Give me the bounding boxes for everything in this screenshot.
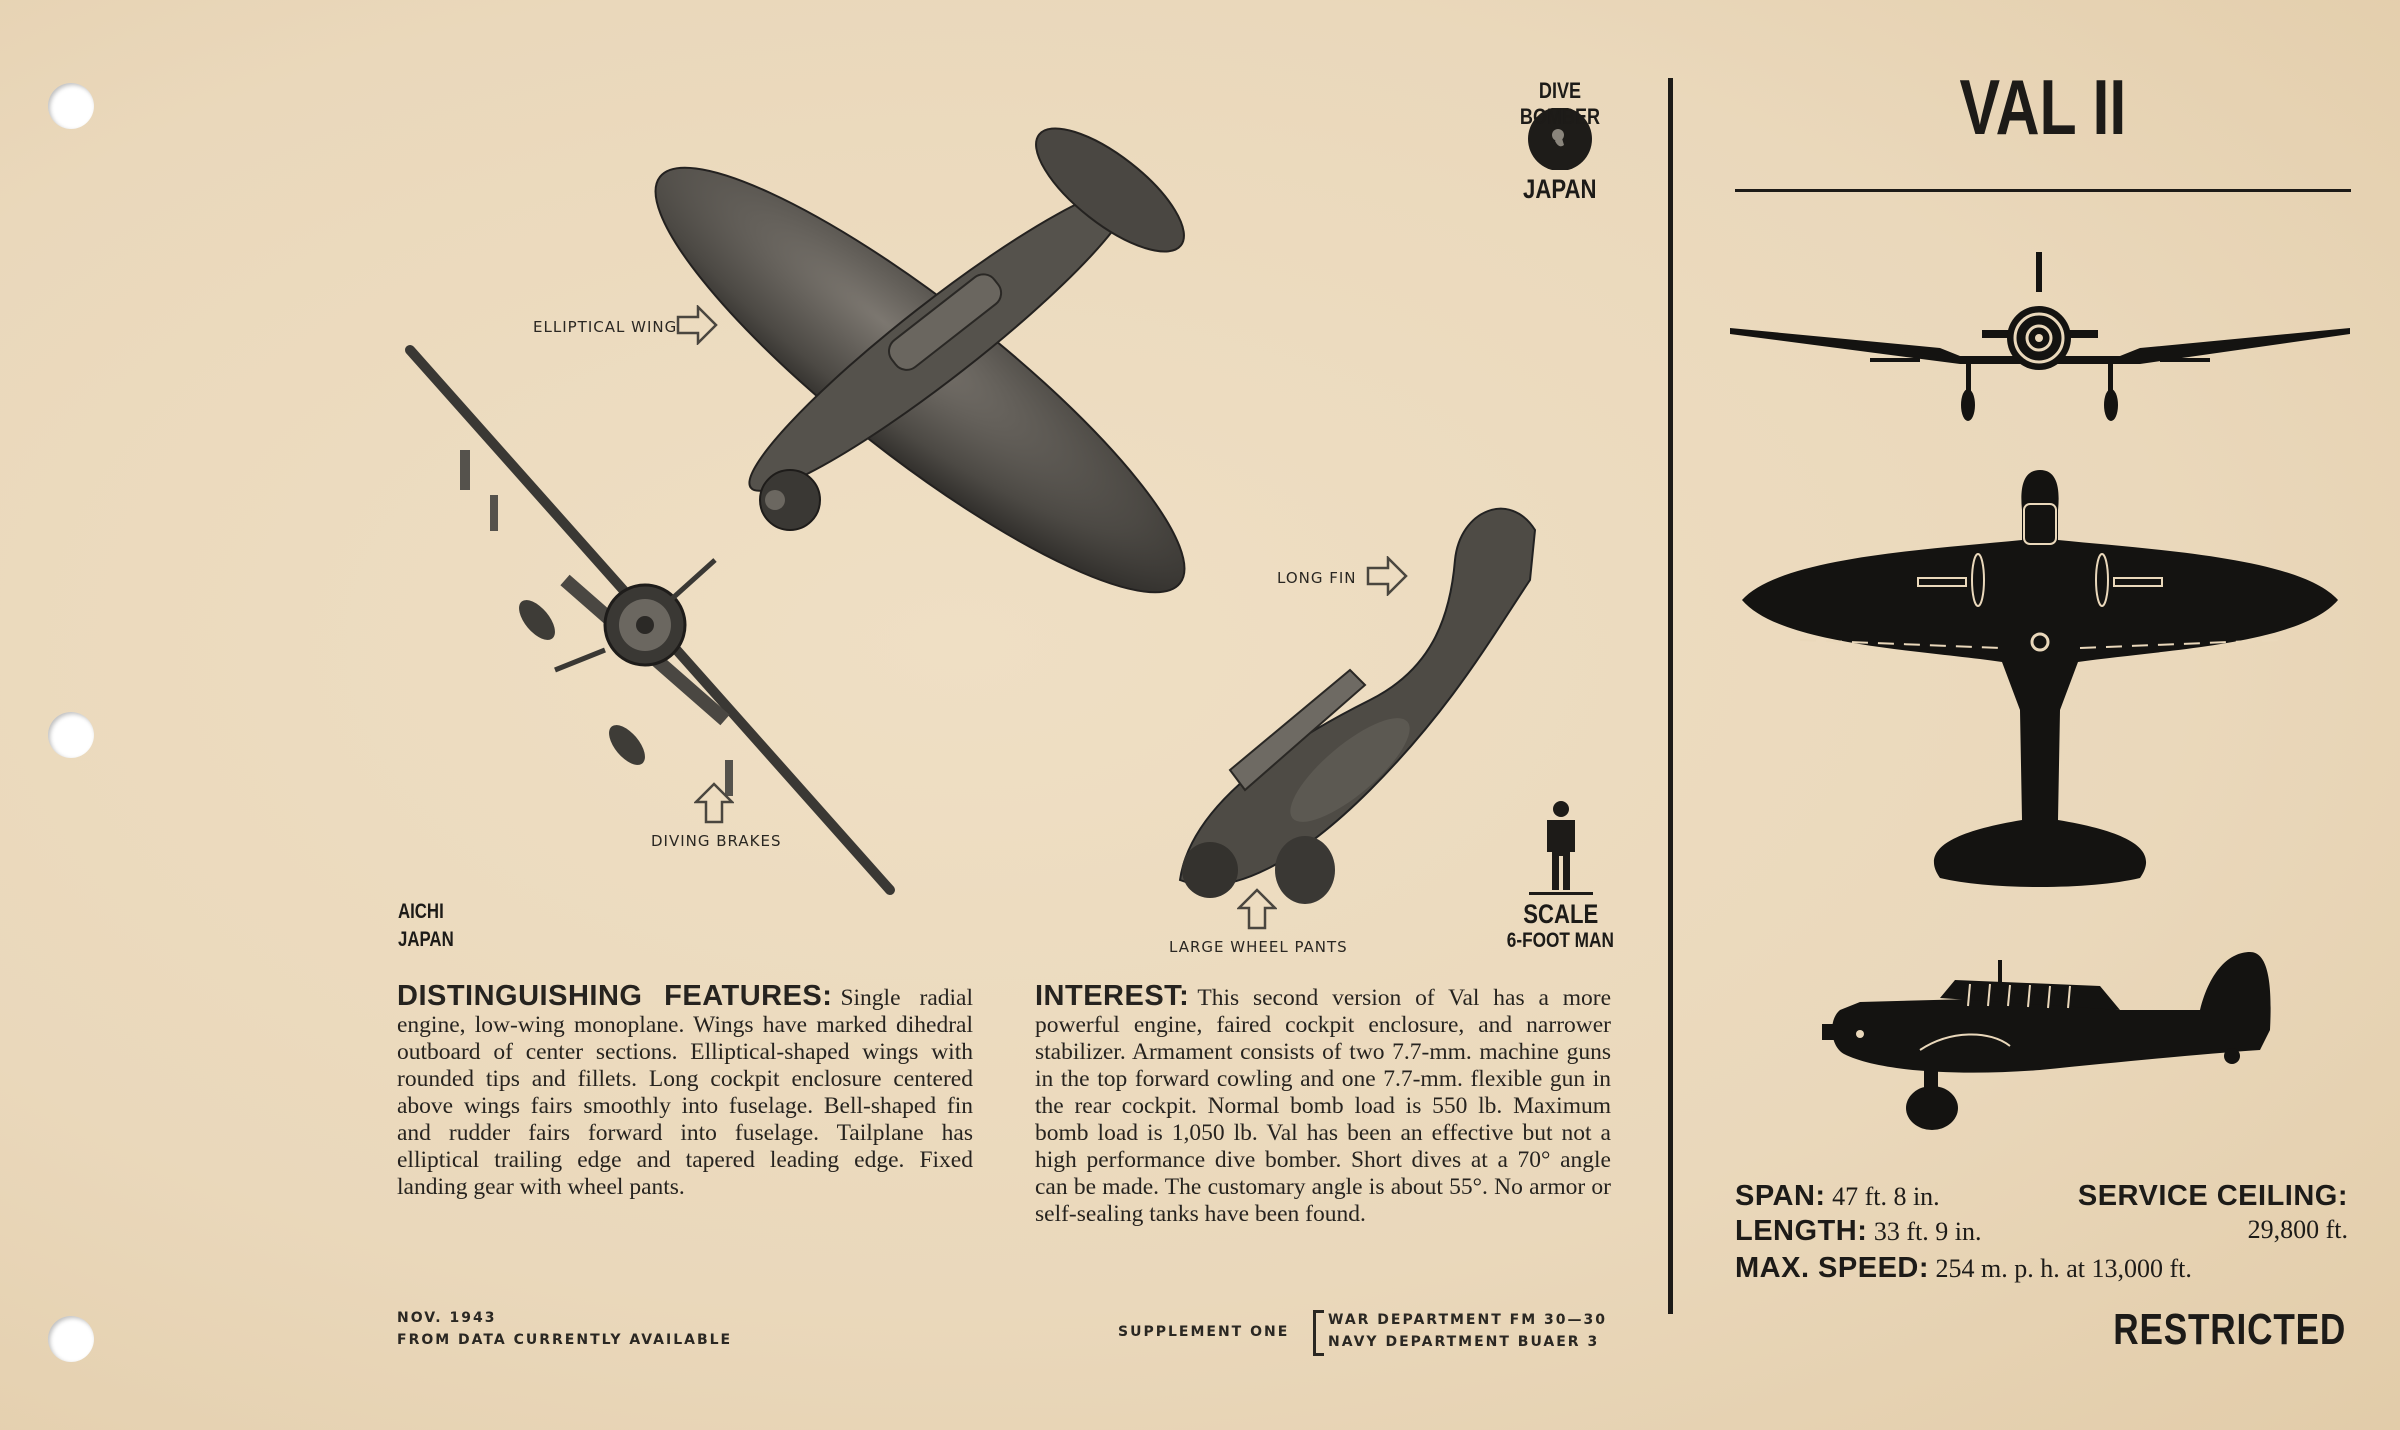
aircraft-front-silhouette [1730, 250, 2350, 430]
spec-speed-label: MAX. SPEED: [1735, 1252, 1930, 1284]
distinguishing-features: DISTINGUISHING FEATURES: Single radial engine, low-wing monoplane. Wings have marked dihedral outboard of center sections. Elliptical-shaped wings with rounded tips and fillets. Long cockpit enclosure centered above wings fairs smoothly into fuselage. Bell-shaped fin and rudder fairs forward into fuselage. Tailplane has elliptical trailing edge and tapered leading edge. Fixed landing gear with wheel pants. [397, 980, 973, 1200]
binder-hole-bottom [48, 1316, 94, 1362]
arrow-right-icon [1366, 556, 1408, 596]
footer-source: FROM DATA CURRENTLY AVAILABLE [397, 1332, 733, 1348]
vertical-divider [1668, 78, 1673, 1314]
aircraft-plan-silhouette [1740, 470, 2340, 920]
footer-supplement: SUPPLEMENT ONE [1118, 1324, 1290, 1340]
spec-length-value: 33 ft. 9 in. [1873, 1217, 1982, 1246]
standing-man-icon [1541, 800, 1581, 892]
spec-span [1735, 1180, 1940, 1213]
spec-span-label: SPAN: [1735, 1180, 1826, 1212]
classification-stamp: RESTRICTED [2113, 1305, 2346, 1354]
spec-ceiling-label: SERVICE CEILING: [2077, 1180, 2348, 1212]
role-country: JAPAN [1523, 174, 1597, 204]
manufacturer-label: AICHI JAPAN [398, 900, 454, 951]
binder-hole-top [48, 83, 94, 129]
footer-bracket [1313, 1310, 1324, 1356]
scale-reference: SCALE 6-FOOT MAN [1488, 800, 1633, 955]
callout-long-fin: LONG FIN [1277, 569, 1357, 587]
callout-elliptical-wing: ELLIPTICAL WING [533, 318, 678, 336]
binder-hole-middle [48, 712, 94, 758]
spec-ceiling-value: 29,800 ft. [2247, 1215, 2348, 1244]
arrow-up-icon [694, 782, 734, 824]
footer-war-dept: WAR DEPARTMENT FM 30—30 [1328, 1312, 1607, 1328]
arrow-up-icon [1237, 888, 1277, 930]
spec-span-value: 47 ft. 8 in. [1832, 1182, 1940, 1211]
arrow-right-icon [676, 305, 718, 345]
aircraft-side-silhouette [1820, 950, 2280, 1140]
callout-large-wheel-pants: LARGE WHEEL PANTS [1169, 938, 1348, 956]
spec-length [1735, 1215, 1981, 1248]
role-label: DIVE BOMBER [1519, 78, 1601, 129]
callout-diving-brakes: DIVING BRAKES [651, 832, 782, 850]
title-rule [1735, 189, 2351, 192]
aircraft-head-on-photo [395, 340, 915, 900]
footer-navy-dept: NAVY DEPARTMENT BUAER 3 [1328, 1334, 1600, 1350]
page-title: VAL II [1959, 63, 2126, 151]
interest-paragraph: INTEREST: This second version of Val has a more powerful engine, faired cockpit enclosure, and narrower stabilizer. Armament consists of two 7.7-mm. machine guns in the top forward cowling and one 7.7-mm. flexible gun in the rear cockpit. Normal bomb load is 550 lb. Maximum bomb load is 1,050 lb. Val has been an effective but not a high performance dive bomber. Short dives at a 70° angle can be made. The customary angle is about 55°. No armor or self-sealing tanks have been found. [1035, 980, 1611, 1227]
spec-max-speed [1735, 1252, 2192, 1285]
role-badge [1490, 78, 1630, 204]
spec-speed-value: 254 m. p. h. at 13,000 ft. [1935, 1254, 2192, 1283]
spec-length-label: LENGTH: [1735, 1215, 1868, 1247]
footer-date: NOV. 1943 [397, 1310, 497, 1326]
